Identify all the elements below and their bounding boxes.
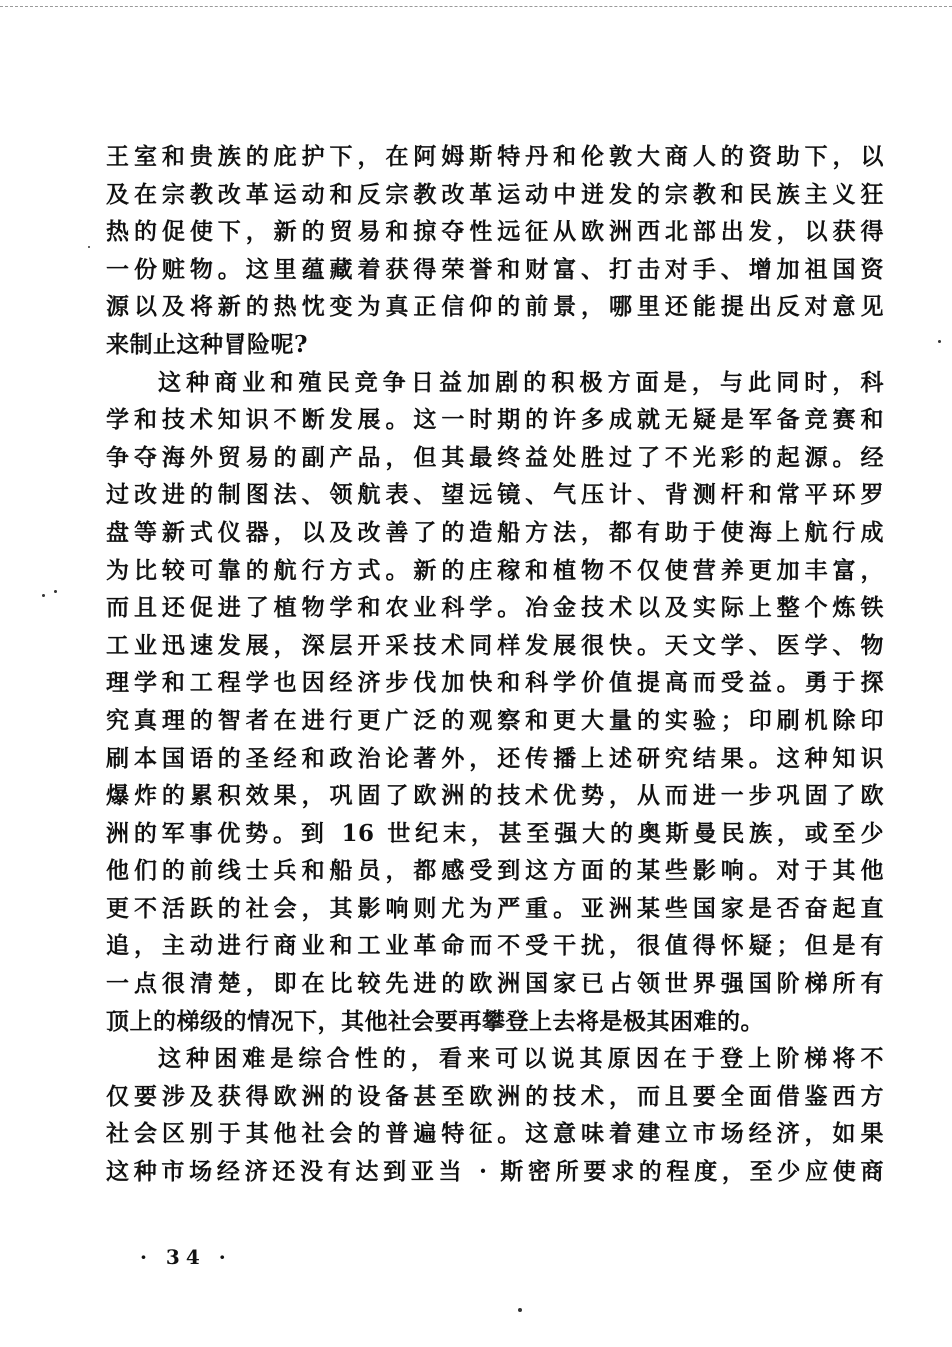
scan-speck	[88, 246, 90, 248]
text-line: 学和技术知识不断发展。这一时期的许多成就无疑是军备竞赛和	[106, 406, 884, 434]
scan-speck	[42, 594, 45, 597]
text-line: 热的促使下，新的贸易和掠夺性远征从欧洲西北部出发，以获得	[106, 218, 884, 246]
text-line: 来制止这种冒险呢?	[106, 330, 308, 358]
scan-speck	[54, 590, 57, 593]
text-line: 追，主动进行商业和工业革命而不受干扰，很值得怀疑；但是有	[106, 932, 884, 960]
text-line: 仅要涉及获得欧洲的设备甚至欧洲的技术，而且要全面借鉴西方	[106, 1082, 884, 1110]
text-line: 过改进的制图法、领航表、望远镜、气压计、背测杆和常平环罗	[106, 481, 884, 509]
text-line: 一点很清楚，即在比较先进的欧洲国家已占领世界强国阶梯所有	[106, 970, 884, 998]
body-text	[106, 138, 884, 1191]
scan-speck	[518, 1308, 522, 1312]
text-line: 及在宗教改革运动和反宗教改革运动中迸发的宗教和民族主义狂	[106, 180, 884, 208]
text-line: 盘等新式仪器，以及改善了的造船方法，都有助于使海上航行成	[106, 518, 884, 546]
text-line: 为比较可靠的航行方式。新的庄稼和植物不仅使营养更加丰富，	[106, 556, 884, 584]
text-line: 这种市场经济还没有达到亚当 · 斯密所要求的程度，至少应使商	[106, 1158, 884, 1186]
text-line: 社会区别于其他社会的普遍特征。这意味着建立市场经济，如果	[106, 1120, 884, 1148]
scan-speck	[938, 340, 941, 343]
text-line: 这种困难是综合性的，看来可以说其原因在于登上阶梯将不	[158, 1045, 884, 1073]
text-line: 更不活跃的社会，其影响则尤为严重。亚洲某些国家是否奋起直	[106, 894, 884, 922]
text-line: 争夺海外贸易的副产品，但其最终益处胜过了不光彩的起源。经	[106, 443, 884, 471]
text-line: 顶上的梯级的情况下，其他社会要再攀登上去将是极其困难的。	[106, 1007, 764, 1035]
text-line: 工业迅速发展，深层开采技术同样发展很快。天文学、医学、物	[106, 631, 884, 659]
text-line: 这种商业和殖民竞争日益加剧的积极方面是，与此同时，科	[158, 368, 884, 396]
text-line: 究真理的智者在进行更广泛的观察和更大量的实验；印刷机除印	[106, 706, 884, 734]
text-line: 王室和贵族的庇护下，在阿姆斯特丹和伦敦大商人的资助下，以	[106, 143, 884, 170]
page-number: · 34 ·	[140, 1245, 232, 1269]
text-line: 源以及将新的热忱变为真正信仰的前景，哪里还能提出反对意见	[106, 293, 884, 321]
text-line: 爆炸的累积效果，巩固了欧洲的技术优势，从而进一步巩固了欧	[106, 782, 884, 810]
text-line: 洲的军事优势。到 16 世纪末，甚至强大的奥斯曼民族，或至少	[106, 819, 884, 847]
text-line: 而且还促进了植物学和农业科学。冶金技术以及实际上整个炼铁	[106, 594, 884, 622]
text-line: 一份赃物。这里蕴藏着获得荣誉和财富、打击对手、增加祖国资	[106, 255, 884, 283]
text-line: 刷本国语的圣经和政治论著外，还传播上述研究结果。这种知识	[106, 744, 884, 772]
top-scan-edge	[0, 6, 952, 7]
text-line: 理学和工程学也因经济步伐加快和科学价值提高而受益。勇于探	[106, 669, 884, 697]
text-line: 他们的前线士兵和船员，都感受到这方面的某些影响。对于其他	[106, 857, 884, 885]
